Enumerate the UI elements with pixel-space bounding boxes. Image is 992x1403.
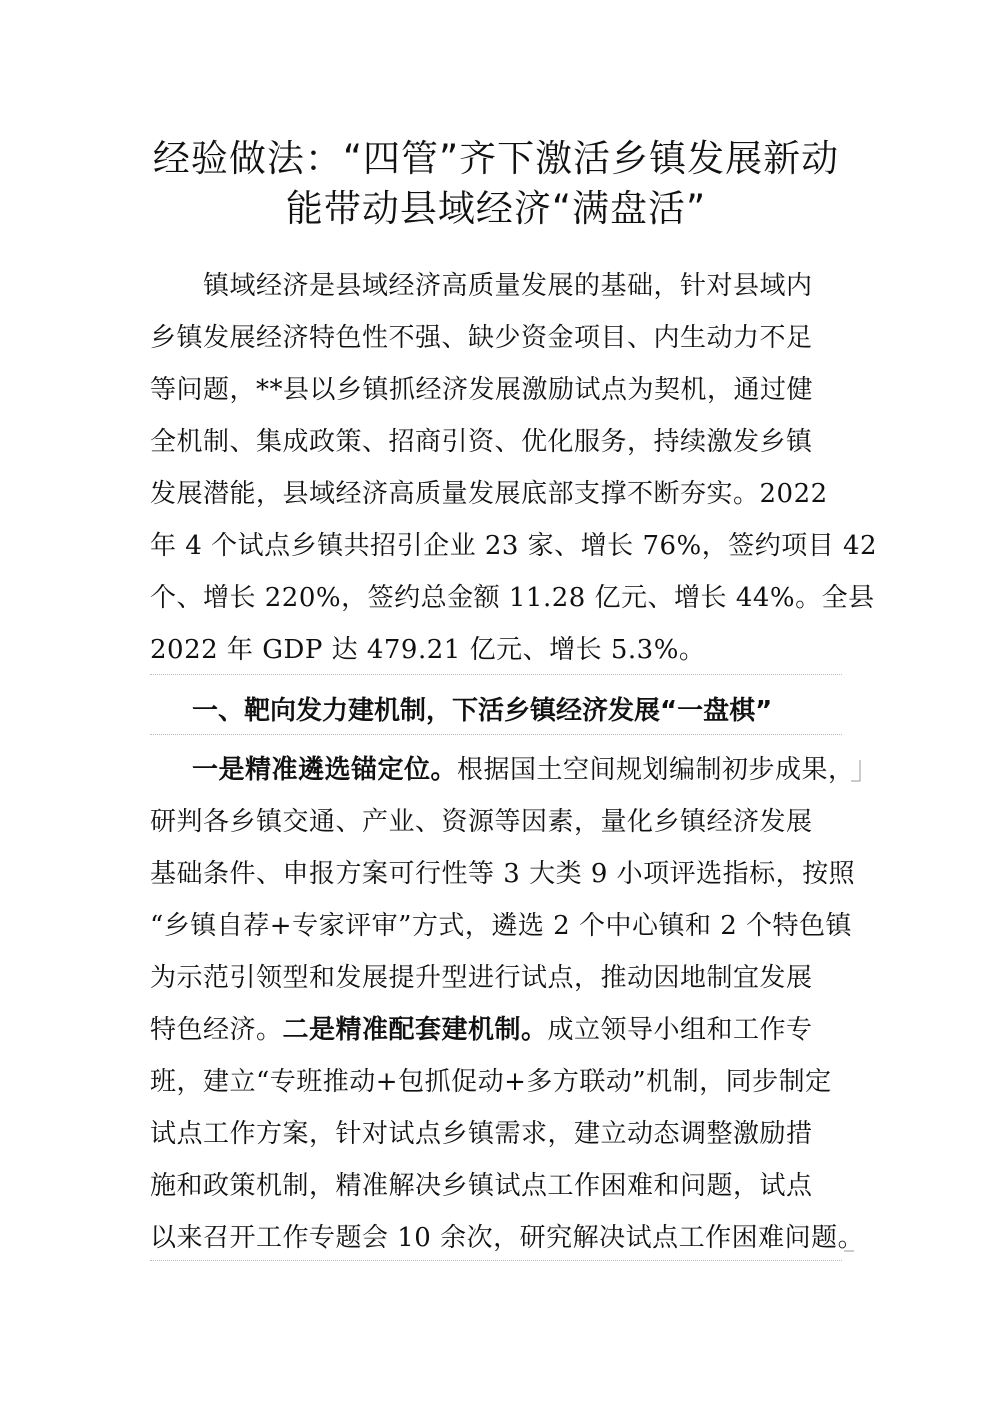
paragraph-2-line: 班，建立“专班推动+包抓促动+多方联动”机制，同步制定: [150, 1067, 832, 1097]
paragraph-1-line: 全机制、集成政策、招商引资、优化服务，持续激发乡镇: [150, 427, 813, 457]
paragraph-2-line: 以来召开工作专题会 10 余次，研究解决试点工作困难问题。: [150, 1223, 865, 1253]
point-1-end-text: 特色经济。: [150, 1015, 283, 1045]
section-divider: [150, 674, 842, 675]
section-divider: [150, 1260, 842, 1261]
section-heading-1: 一、靶向发力建机制，下活乡镇经济发展“一盘棋”: [192, 696, 773, 726]
paragraph-end-mark-icon: [843, 1240, 855, 1252]
paragraph-1-line: 个、增长 220%，签约总金额 11.28 亿元、增长 44%。全县: [150, 583, 875, 613]
paragraph-1-line: 年 4 个试点乡镇共招引企业 23 家、增长 76%，签约项目 42: [150, 531, 878, 561]
paragraph-2-line: “乡镇自荐+专家评审”方式，遴选 2 个中心镇和 2 个特色镇: [150, 911, 853, 941]
corner-mark-icon: [851, 760, 861, 782]
point-1-lead: 一是精准遴选锚定位。: [192, 755, 458, 785]
point-2-lead: 二是精准配套建机制。: [282, 1015, 548, 1045]
paragraph-2-line: 基础条件、申报方案可行性等 3 大类 9 小项评选指标，按照: [150, 859, 856, 889]
paragraph-1-line: 等问题，**县以乡镇抓经济发展激励试点为契机，通过健: [150, 375, 814, 405]
paragraph-2-line: [192, 752, 855, 788]
paragraph-2-line: 试点工作方案，针对试点乡镇需求，建立动态调整激励措: [150, 1119, 813, 1149]
document-title-line-1: 经验做法：“四管”齐下激活乡镇发展新动: [152, 137, 840, 180]
section-divider: [150, 734, 842, 735]
paragraph-2-line: 研判各乡镇交通、产业、资源等因素，量化乡镇经济发展: [150, 807, 813, 837]
paragraph-1-line: 2022 年 GDP 达 479.21 亿元、增长 5.3%。: [150, 635, 706, 665]
document-title-line-2: 能带动县域经济“满盘活”: [285, 187, 707, 230]
paragraph-2-line: [150, 1012, 813, 1048]
paragraph-1-line: 乡镇发展经济特色性不强、缺少资金项目、内生动力不足: [150, 323, 813, 353]
paragraph-1-line: 镇域经济是县域经济高质量发展的基础，针对县域内: [203, 271, 813, 301]
point-1-text: 根据国土空间规划编制初步成果，: [457, 755, 855, 785]
paragraph-2-line: 为示范引领型和发展提升型进行试点，推动因地制宜发展: [150, 963, 813, 993]
point-2-text: 成立领导小组和工作专: [547, 1015, 813, 1045]
paragraph-1-line: 发展潜能，县域经济高质量发展底部支撑不断夯实。2022: [150, 479, 828, 509]
paragraph-2-line: 施和政策机制，精准解决乡镇试点工作困难和问题，试点: [150, 1171, 813, 1201]
